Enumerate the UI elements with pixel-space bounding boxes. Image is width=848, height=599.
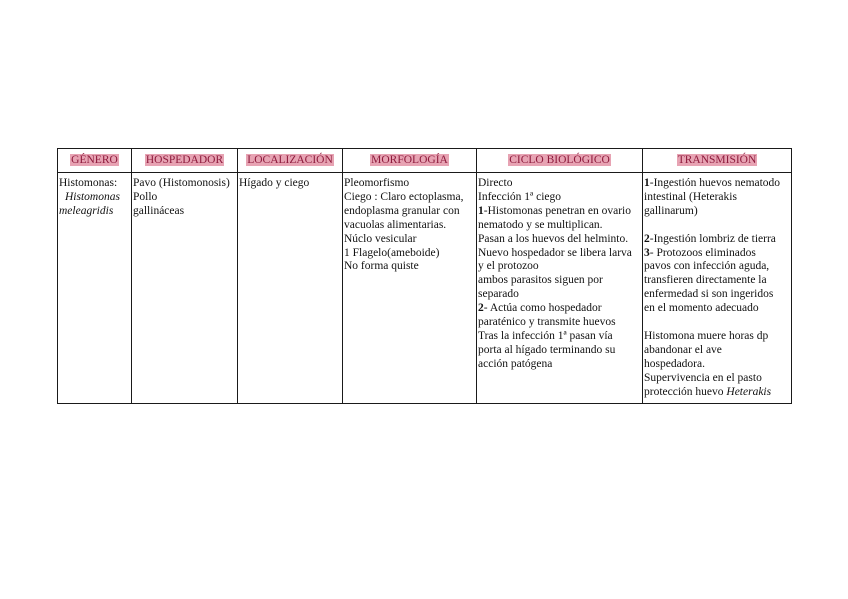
- ciclo-line: Pasan a los huevos del helminto.: [478, 232, 629, 245]
- cell-genero: [58, 173, 132, 404]
- ciclo-line: - Actúa como hospedador: [483, 302, 602, 315]
- genero-italic: meleagridis: [59, 204, 114, 217]
- step-number: 2: [644, 232, 650, 245]
- ciclo-line: Nuevo hospedador se libera larva: [478, 246, 632, 259]
- ciclo-line: porta al hígado terminando su: [478, 343, 616, 356]
- hospedador-line: Pollo: [133, 190, 158, 203]
- header-row: [58, 149, 792, 173]
- spacer: [644, 316, 790, 330]
- transmision-italic: Heterakis: [726, 385, 772, 398]
- header-localizacion: LOCALIZACIÓN: [238, 149, 343, 173]
- step-number: 1: [644, 177, 650, 189]
- header-morfologia: MORFOLOGÍA: [343, 149, 477, 173]
- morfologia-line: No forma quiste: [344, 260, 419, 273]
- morfologia-line: endoplasma granular con: [344, 204, 460, 217]
- header-hospedador: HOSPEDADOR: [132, 149, 238, 173]
- morfologia-line: 1 Flagelo(ameboide): [344, 246, 440, 259]
- ciclo-line: nematodo y se multiplican.: [478, 218, 603, 231]
- transmision-line: transfieren directamente la: [644, 274, 767, 287]
- transmision-line: -Ingestión huevos nematodo: [649, 177, 781, 189]
- hospedador-line: Pavo (Histomonosis): [133, 177, 230, 189]
- localizacion-line: Hígado y ciego: [239, 177, 310, 189]
- morfologia-line: vacuolas alimentarias.: [344, 218, 447, 231]
- ciclo-line: Infección 1ª ciego: [478, 190, 561, 203]
- transmision-line: abandonar el ave: [644, 343, 722, 356]
- transmision-line: intestinal (Heterakis: [644, 190, 737, 203]
- ciclo-line: Directo: [478, 177, 513, 189]
- ciclo-line: ambos parasitos siguen por: [478, 274, 603, 287]
- transmision-line: pavos con infección aguda,: [644, 260, 770, 273]
- parasite-table: [57, 148, 792, 404]
- spacer: [644, 219, 790, 233]
- morfologia-line: Ciego : Claro ectoplasma,: [344, 190, 464, 203]
- transmision-line: protección huevo: [644, 385, 727, 398]
- ciclo-line: y el protozoo: [478, 260, 539, 273]
- cell-hospedador: [132, 173, 238, 404]
- step-number: 2: [478, 302, 484, 315]
- hospedador-line: gallináceas: [133, 204, 185, 217]
- header-ciclo: CICLO BIOLÓGICO: [477, 149, 643, 173]
- ciclo-line: Tras la infección 1ª pasan vía: [478, 329, 613, 342]
- transmision-line: en el momento adecuado: [644, 302, 759, 315]
- cell-ciclo: [477, 173, 643, 404]
- step-number: 3: [644, 246, 650, 259]
- step-number: 1: [478, 204, 484, 217]
- morfologia-line: Pleomorfismo: [344, 177, 410, 189]
- header-transmision: TRANSMISIÓN: [643, 149, 792, 173]
- header-genero: GÉNERO: [58, 149, 132, 173]
- ciclo-line: separado: [478, 288, 519, 301]
- transmision-line: enfermedad si son ingeridos: [644, 288, 774, 301]
- ciclo-line: acción patógena: [478, 357, 553, 370]
- ciclo-line: -Histomonas penetran en ovario: [483, 204, 631, 217]
- transmision-line: hospedadora.: [644, 357, 705, 370]
- ciclo-line: paraténico y transmite huevos: [478, 316, 616, 329]
- genero-line: Histomonas:: [59, 177, 118, 189]
- transmision-line: Supervivencia en el pasto: [644, 371, 762, 384]
- cell-morfologia: [343, 173, 477, 404]
- morfologia-line: Núclo vesicular: [344, 232, 417, 245]
- transmision-line: Histomona muere horas dp: [644, 329, 769, 342]
- transmision-line: gallinarum): [644, 204, 698, 217]
- transmision-line: -Ingestión lombriz de tierra: [649, 232, 776, 245]
- cell-localizacion: [238, 173, 343, 404]
- genero-italic: Histomonas: [65, 190, 120, 203]
- table-row: [58, 173, 792, 404]
- cell-transmision: [643, 173, 792, 404]
- transmision-line: - Protozoos eliminados: [649, 246, 756, 259]
